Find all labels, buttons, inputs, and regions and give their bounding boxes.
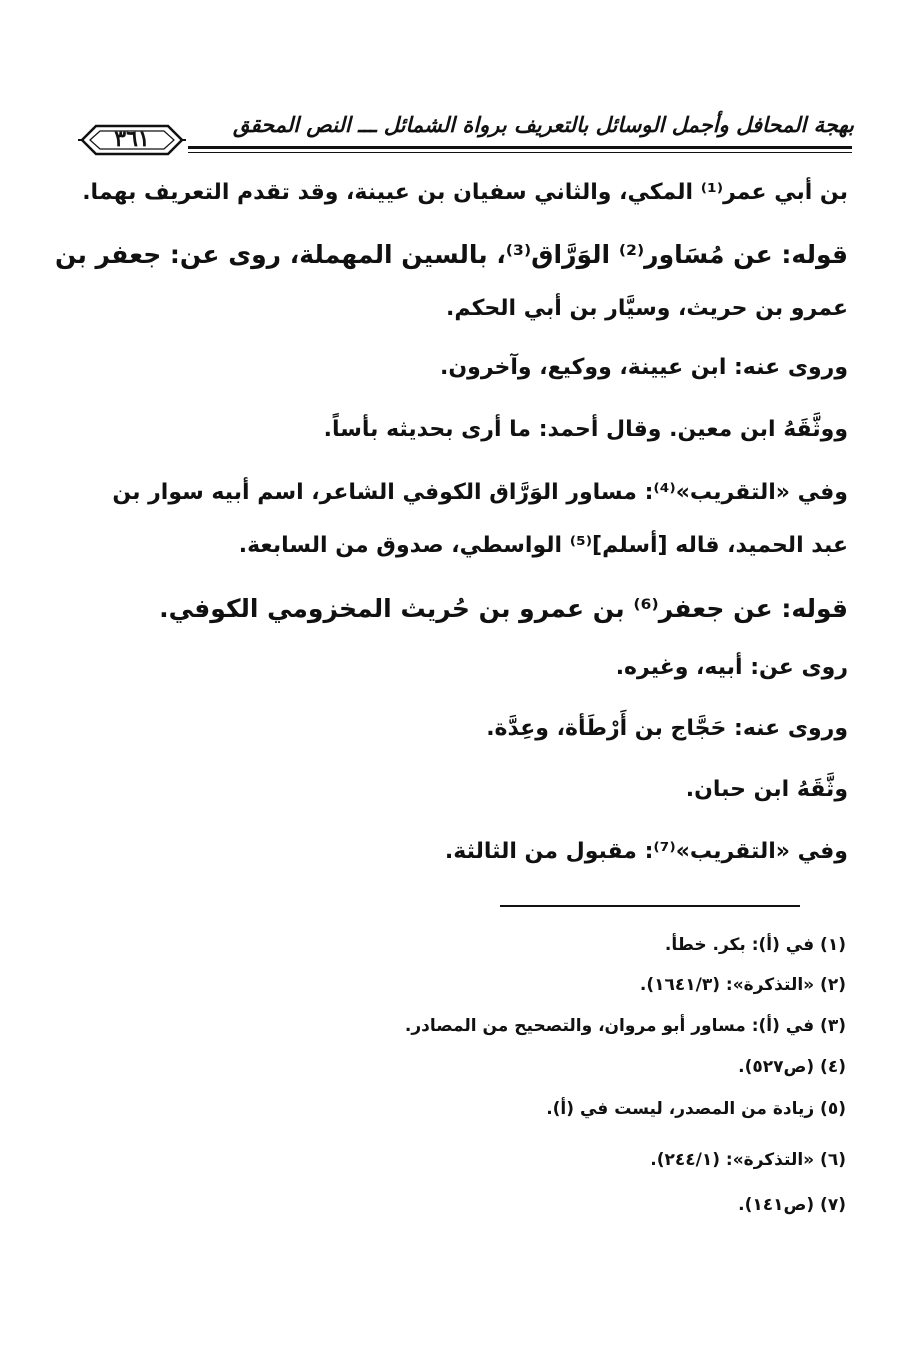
footnote-1: (١) في (أ): بكر. خطأ. (664, 935, 846, 955)
page-number: ٣٦١ (114, 126, 150, 152)
body-line-5: ووثَّقَهُ ابن معين. وقال أحمد: ما أرى بحديثه بأساً. (323, 417, 848, 442)
body-line-4: وروى عنه: ابن عيينة، ووكيع، وآخرون. (440, 355, 848, 380)
body-line-2: قوله: عن مُسَاور⁽²⁾ الوَرَّاق⁽³⁾، بالسين المهملة، روى عن: جعفر بن (54, 240, 848, 269)
footnote-4: (٤) (ص٥٢٧). (738, 1057, 846, 1077)
body-line-6: وفي «التقريب»⁽⁴⁾: مساور الوَرَّاق الكوفي الشاعر، اسم أبيه سوار بن (112, 480, 848, 505)
body-line-1: بن أبي عمر⁽¹⁾ المكي، والثاني سفيان بن عيينة، وقد تقدم التعريف بهما. (82, 180, 848, 205)
header-rule (188, 146, 852, 149)
header-title: بهجة المحافل وأجمل الوسائل بالتعريف برواة الشمائل ـــ النص المحقق (233, 112, 854, 137)
body-line-10: وروى عنه: حَجَّاج بن أَرْطَأة، وعِدَّة. (486, 716, 848, 741)
body-line-11: وثَّقَهُ ابن حبان. (685, 777, 848, 802)
body-line-9: روى عن: أبيه، وغيره. (615, 655, 848, 680)
footnote-separator (500, 905, 800, 907)
footnote-3: (٣) في (أ): مساور أبو مروان، والتصحيح من المصادر. (404, 1016, 846, 1036)
running-header (78, 112, 854, 166)
footnote-5: (٥) زيادة من المصدر، ليست في (أ). (546, 1099, 846, 1119)
body-line-12: وفي «التقريب»⁽⁷⁾: مقبول من الثالثة. (444, 839, 848, 864)
header-rule-thin (188, 152, 852, 153)
footnote-6: (٦) «التذكرة»: (٢٤٤/١). (650, 1150, 846, 1170)
body-line-7: عبد الحميد، قاله [أسلم]⁽⁵⁾ الواسطي، صدوق من السابعة. (238, 533, 848, 558)
body-line-3: عمرو بن حريث، وسيَّار بن أبي الحكم. (446, 296, 848, 321)
body-line-8: قوله: عن جعفر⁽⁶⁾ بن عمرو بن حُريث المخزومي الكوفي. (159, 594, 848, 623)
page-number-badge (78, 120, 186, 160)
footnote-7: (٧) (ص١٤١). (738, 1195, 846, 1215)
footnote-2: (٢) «التذكرة»: (١٦٤١/٣). (639, 975, 846, 995)
